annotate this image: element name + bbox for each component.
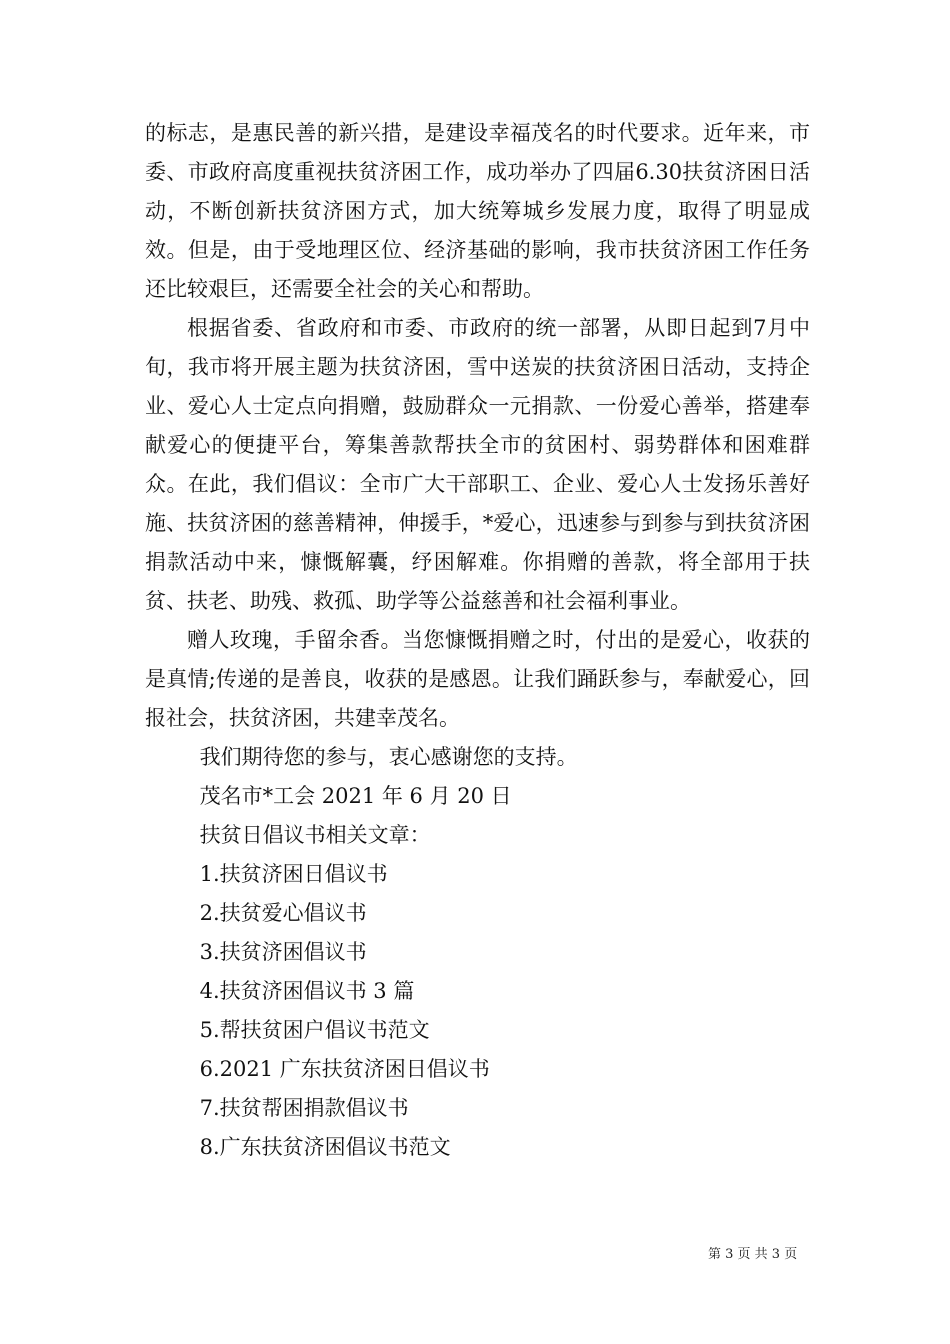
related-article-item[interactable]: 3.扶贫济困倡议书 <box>199 940 367 964</box>
related-article-item[interactable]: 8.广东扶贫济困倡议书范文 <box>199 1135 451 1159</box>
related-article-item[interactable]: 2.扶贫爱心倡议书 <box>199 901 367 925</box>
related-articles-list <box>145 855 810 1167</box>
document-body <box>145 114 810 1167</box>
paragraph-appeal: 赠人玫瑰，手留余香。当您慷慨捐赠之时，付出的是爱心，收获的是真情;传递的是善良，收获的是感恩。让我们踊跃参与，奉献爱心，回报社会，扶贫济困，共建幸茂名。 <box>145 628 810 730</box>
related-article-item[interactable]: 6.2021 广东扶贫济困日倡议书 <box>199 1057 490 1081</box>
related-articles-heading: 扶贫日倡议书相关文章： <box>199 823 431 847</box>
closing-line: 我们期待您的参与，衷心感谢您的支持。 <box>199 745 578 769</box>
related-article-item[interactable]: 1.扶贫济困日倡议书 <box>199 862 388 886</box>
paragraph-campaign: 根据省委、省政府和市委、市政府的统一部署，从即日起到7月中旬，我市将开展主题为扶贫济困，雪中送炭的扶贫济困日活动，支持企业、爱心人士定点向捐赠，鼓励群众一元捐款、一份爱心善举，搭建奉献爱心的便捷平台，筹集善款帮扶全市的贫困村、弱势群体和困难群众。在此，我们倡议：全市广大干部职工、企业、爱心人士发扬乐善好施、扶贫济困的慈善精神，伸援手，*爱心，迅速参与到参与到扶贫济困捐款活动中来，慷慨解囊，纾困解难。你捐赠的善款，将全部用于扶贫、扶老、助残、救孤、助学等公益慈善和社会福利事业。 <box>145 316 810 613</box>
paragraph-intro: 的标志，是惠民善的新兴措，是建设幸福茂名的时代要求。近年来，市委、市政府高度重视扶贫济困工作，成功举办了四届6.30扶贫济困日活动，不断创新扶贫济困方式，加大统筹城乡发展力度，取得了明显成效。但是，由于受地理区位、经济基础的影响，我市扶贫济困工作任务还比较艰巨，还需要全社会的关心和帮助。 <box>145 121 810 301</box>
related-article-item[interactable]: 5.帮扶贫困户倡议书范文 <box>199 1018 430 1042</box>
related-article-item[interactable]: 7.扶贫帮困捐款倡议书 <box>199 1096 409 1120</box>
signature-line: 茂名市*工会 2021 年 6 月 20 日 <box>199 784 512 808</box>
related-article-item[interactable]: 4.扶贫济困倡议书 3 篇 <box>199 979 415 1003</box>
page-number-footer: 第 3 页 共 3 页 <box>708 1247 798 1262</box>
